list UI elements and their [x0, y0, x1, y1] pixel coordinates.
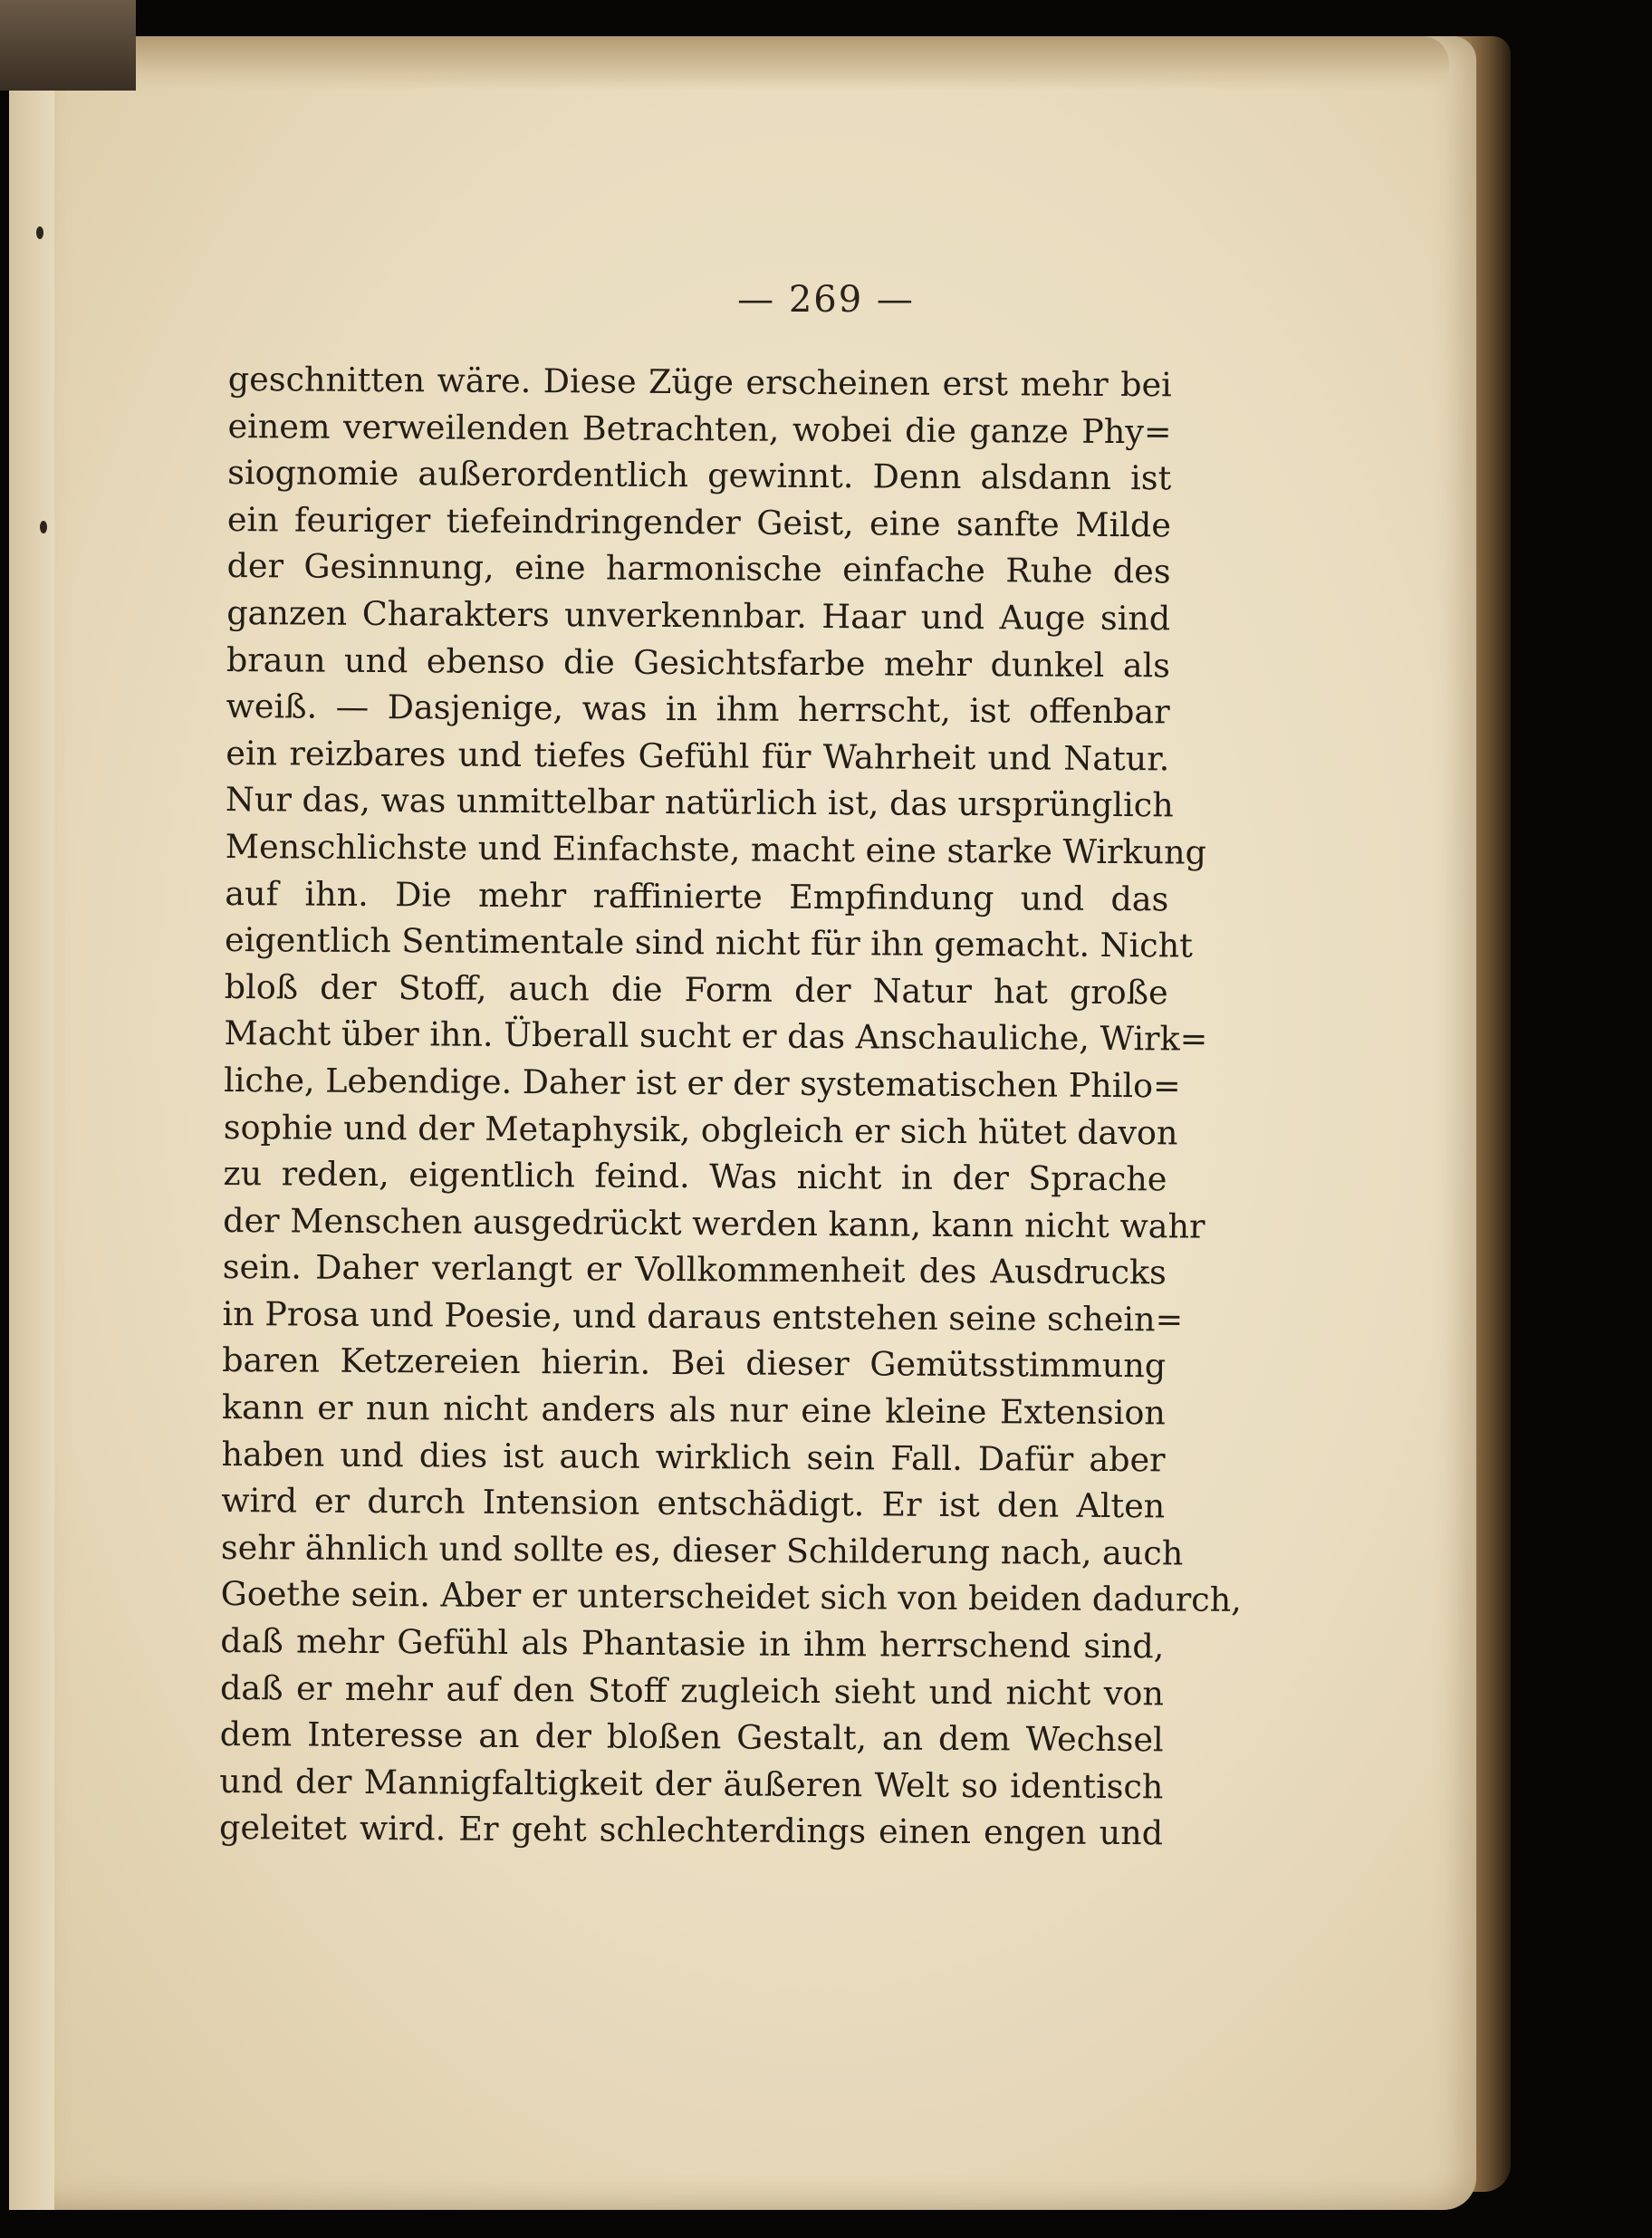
text-line: daß mehr Gefühl als Phantasie in ihm herrschend sind, — [220, 1621, 1165, 1666]
page-top-edge — [54, 36, 1449, 91]
text-line: einem verweilenden Betrachten, wobei die ganze Phy= — [227, 406, 1172, 451]
text-line: ein reizbares und tiefes Gefühl für Wahrheit und Natur. — [226, 733, 1170, 779]
text-line: baren Ketzereien hierin. Bei dieser Gemütsstimmung — [222, 1340, 1167, 1386]
text-line: bloß der Stoff, auch die Form der Natur hat große — [224, 966, 1168, 1013]
text-line: ein feuriger tiefeindringender Geist, eine sanfte Milde — [226, 499, 1172, 545]
text-line: ganzen Charakters unverkennbar. Haar und Auge sind — [226, 592, 1171, 639]
text-line: sein. Daher verlangt er Vollkommenheit des Ausdrucks — [222, 1247, 1167, 1292]
text-line: dem Interesse an der bloßen Gestalt, an dem Wechsel — [219, 1715, 1164, 1760]
text-line: Goethe sein. Aber er unterscheidet sich von beiden dadurch, — [220, 1574, 1242, 1620]
text-line: haben und dies ist auch wirklich sein Fall. Dafür aber — [221, 1434, 1166, 1479]
gutter-mark — [36, 226, 43, 239]
text-line: liche, Lebendige. Daher ist er der systematischen Philo= — [223, 1060, 1181, 1106]
text-line: der Menschen ausgedrückt werden kann, kann nicht wahr — [223, 1200, 1205, 1246]
text-line: sophie und der Metaphysik, obgleich er sich hütet davon — [223, 1107, 1178, 1152]
binding-gutter — [9, 36, 54, 2210]
text-line: wird er durch Intension entschädigt. Er ist den Alten — [221, 1481, 1166, 1526]
text-line: zu reden, eigentlich feind. Was nicht in der Sprache — [223, 1154, 1167, 1199]
text-line: geleitet wird. Er geht schlechterdings einen engen und — [218, 1808, 1164, 1853]
text-line: daß er mehr auf den Stoff zugleich sieht und nicht von — [219, 1667, 1165, 1713]
text-line: auf ihn. Die mehr raffinierte Empfindung und das — [225, 873, 1169, 918]
text-line: der Gesinnung, eine harmonische einfache Ruhe des — [226, 546, 1171, 591]
body-text — [218, 356, 1242, 1857]
text-line: sehr ähnlich und sollte es, dieser Schilderung nach, auch — [220, 1527, 1184, 1573]
text-line: Macht über ihn. Überall sucht er das Anschauliche, Wirk= — [224, 1013, 1208, 1059]
gutter-mark — [40, 521, 47, 533]
page-number: — 269 — — [737, 279, 915, 321]
text-line: braun und ebenso die Gesichtsfarbe mehr dunkel als — [226, 639, 1171, 685]
text-line: und der Mannigfaltigkeit der äußeren Welt so identisch — [219, 1761, 1164, 1807]
text-line: in Prosa und Poesie, und daraus entstehen seine schein= — [222, 1293, 1184, 1340]
cover-corner — [0, 0, 136, 91]
text-line: weiß. — Dasjenige, was in ihm herrscht, ist offenbar — [226, 687, 1170, 732]
text-line: Menschlichste und Einfachste, macht eine starke Wirkung — [225, 826, 1207, 872]
text-line: Nur das, was unmittelbar natürlich ist, das ursprünglich — [225, 780, 1174, 825]
text-line: kann er nun nicht anders als nur eine kleine Extension — [221, 1388, 1167, 1433]
text-line: geschnitten wäre. Diese Züge erscheinen erst mehr bei — [227, 359, 1172, 405]
text-line: eigentlich Sentimentale sind nicht für ihn gemacht. Nicht — [224, 920, 1194, 965]
text-line: siognomie außerordentlich gewinnt. Denn alsdann ist — [227, 453, 1172, 498]
